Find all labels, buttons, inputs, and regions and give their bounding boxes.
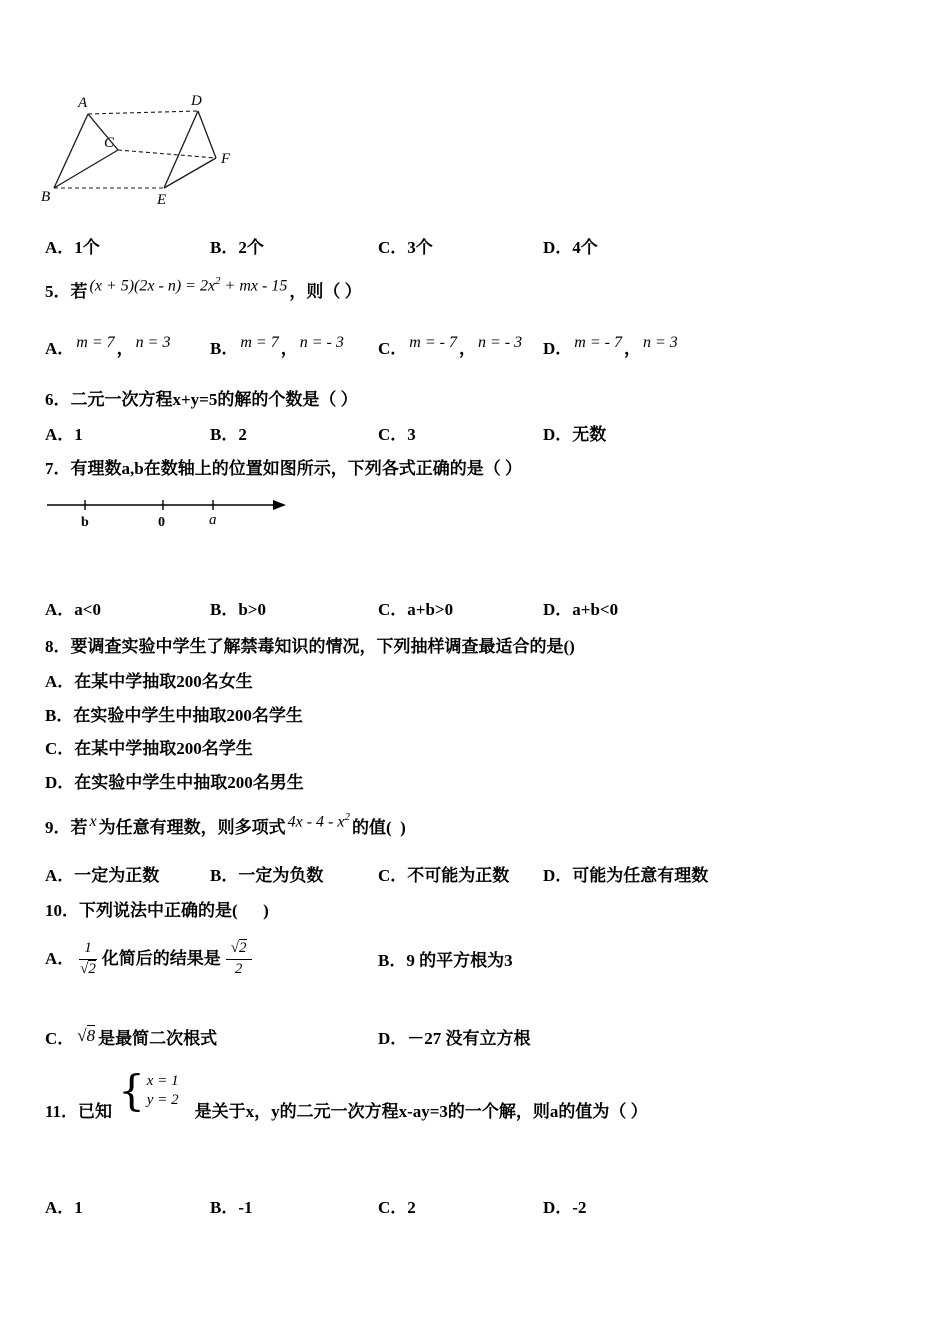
q10-option-a-fraction1 xyxy=(79,940,97,978)
q5-option-c-m: m = - 7 xyxy=(409,334,457,351)
q11-option-a: A．1 xyxy=(45,1198,83,1217)
q5-option-d-label: D． xyxy=(543,339,573,358)
q9-option-c: C．不可能为正数 xyxy=(378,866,510,885)
q5-option-c xyxy=(378,334,524,360)
radicand: 8 xyxy=(86,1026,96,1045)
figure-label-B: B xyxy=(41,189,51,205)
q5-stem xyxy=(45,274,362,303)
q9-formula xyxy=(288,811,350,832)
radicand: 2 xyxy=(88,960,96,977)
q4-option-b: B．2个 xyxy=(210,238,264,257)
q7-option-c: C．a+b>0 xyxy=(378,600,454,619)
q11-system-lines xyxy=(147,1072,179,1110)
q8-stem: 8．要调查实验中学生了解禁毒知识的情况，下列抽样调查最适合的是() xyxy=(45,637,575,656)
numberline-label-b: b xyxy=(81,515,89,530)
q8-option-d: D．在实验中学生中抽取200名男生 xyxy=(45,773,304,792)
q8-option-b: B．在实验中学生中抽取200名学生 xyxy=(45,706,303,725)
q9-mid-text: 为任意有理数，则多项式 xyxy=(98,818,286,837)
q5-formula xyxy=(90,275,288,296)
q9-suffix: 的值( ) xyxy=(351,818,406,837)
q6-option-a: A．1 xyxy=(45,425,83,444)
q7-option-b: B．b>0 xyxy=(210,600,266,619)
q9-formula-exponent: 2 xyxy=(344,810,350,823)
q4-option-a: A．1个 xyxy=(45,238,100,257)
q11-stem xyxy=(45,1066,648,1122)
q11-equation-system xyxy=(118,1066,179,1116)
sqrt-symbol: √ xyxy=(77,1026,87,1045)
fraction-denominator: 2 xyxy=(234,960,243,977)
figure-label-C: C xyxy=(104,135,115,151)
q10-stem: 10．下列说法中正确的是( ) xyxy=(45,901,269,920)
q9-stem xyxy=(45,810,406,839)
q9-option-d: D．可能为任意有理数 xyxy=(543,866,709,885)
figure-label-A: A xyxy=(78,95,88,111)
triangle-edges xyxy=(54,111,216,188)
q9-formula-pre: 4x - 4 - x xyxy=(287,813,345,830)
q5-formula-exponent: 2 xyxy=(215,274,221,287)
q5-option-d-comma: ， xyxy=(623,339,641,358)
q5-option-a-label: A． xyxy=(45,339,75,358)
q8-option-a: A．在某中学抽取200名女生 xyxy=(45,672,253,691)
q5-option-d xyxy=(543,334,680,360)
q5-option-a-comma: ， xyxy=(116,339,134,358)
figure-label-D: D xyxy=(191,93,202,109)
q5-option-b xyxy=(210,334,346,360)
numberline-label-zero: 0 xyxy=(158,515,165,530)
fraction-denominator xyxy=(80,960,96,978)
q8-option-c: C．在某中学抽取200名学生 xyxy=(45,739,253,758)
figure-label-F: F xyxy=(221,151,231,167)
q5-suffix: ，则（ ） xyxy=(289,282,362,301)
fraction-numerator xyxy=(226,940,252,959)
q7-stem: 7．有理数a,b在数轴上的位置如图所示，下列各式正确的是（ ） xyxy=(45,459,522,478)
q5-option-b-label: B． xyxy=(210,339,239,358)
numberline-label-a: a xyxy=(209,512,217,528)
q11-option-c: C．2 xyxy=(378,1198,416,1217)
q6-option-b: B．2 xyxy=(210,425,247,444)
number-line-arrowhead xyxy=(273,500,286,510)
q5-formula-post: + mx - 15 xyxy=(220,277,288,294)
q6-option-d: D．无数 xyxy=(543,425,607,444)
q10-option-a-fraction2 xyxy=(226,940,252,978)
q5-option-c-comma: ， xyxy=(458,339,476,358)
q4-option-d: D．4个 xyxy=(543,238,598,257)
translation-dashed-lines xyxy=(54,111,216,188)
q11-suffix: 是关于x，y的二元一次方程x-ay=3的一个解，则a的值为（ ） xyxy=(194,1101,648,1121)
q5-option-c-n: n = - 3 xyxy=(477,334,523,351)
q10-option-c-label: C． xyxy=(45,1029,75,1048)
q5-option-c-label: C． xyxy=(378,339,408,358)
figure-label-E: E xyxy=(157,192,167,208)
q11-system-line1: x = 1 xyxy=(146,1073,179,1089)
sqrt-symbol: √ xyxy=(80,960,89,977)
q6-option-c: C．3 xyxy=(378,425,416,444)
q5-prefix: 5．若 xyxy=(45,282,88,301)
fraction-numerator: 1 xyxy=(79,940,97,959)
q5-option-d-n: n = 3 xyxy=(642,334,678,351)
q5-option-a-m: m = 7 xyxy=(76,334,115,351)
q5-option-b-m: m = 7 xyxy=(240,334,279,351)
q5-formula-pre: (x + 5)(2x - n) = 2x xyxy=(89,277,216,294)
q11-option-b: B．-1 xyxy=(210,1198,253,1217)
q10-option-b: B．9 的平方根为3 xyxy=(378,951,513,970)
q5-option-d-m: m = - 7 xyxy=(574,334,622,351)
q10-option-c-text: 是最简二次根式 xyxy=(98,1029,218,1048)
q4-option-c: C．3个 xyxy=(378,238,433,257)
q9-prefix: 9．若 xyxy=(45,818,88,837)
sqrt-symbol: √ xyxy=(230,940,240,957)
q7-option-d: D．a+b<0 xyxy=(543,600,619,619)
triangles-figure xyxy=(40,92,250,214)
q11-option-d: D．-2 xyxy=(543,1198,587,1217)
q9-option-a: A．一定为正数 xyxy=(45,866,160,885)
q5-option-b-comma: ， xyxy=(280,339,298,358)
q10-option-a xyxy=(45,930,252,988)
q10-option-c-radical xyxy=(77,1025,95,1046)
radicand: 2 xyxy=(239,940,247,957)
q5-option-a xyxy=(45,334,172,360)
number-line-figure xyxy=(45,492,295,534)
q11-prefix: 11．已知 xyxy=(45,1101,113,1121)
q5-option-a-n: n = 3 xyxy=(135,334,171,351)
q10-option-a-text: 化简后的结果是 xyxy=(101,949,221,969)
q7-option-a: A．a<0 xyxy=(45,600,101,619)
q6-stem: 6．二元一次方程x+y=5的解的个数是（ ） xyxy=(45,390,358,409)
q9-variable: x xyxy=(89,813,97,830)
brace-symbol: { xyxy=(118,1066,145,1116)
q11-system-line2: y = 2 xyxy=(146,1092,179,1108)
q9-option-b: B．一定为负数 xyxy=(210,866,324,885)
q10-option-a-label: A． xyxy=(45,949,75,969)
q10-option-d: D．－27 没有立方根 xyxy=(378,1029,531,1048)
q5-option-b-n: n = - 3 xyxy=(299,334,344,351)
q10-option-c xyxy=(45,1028,217,1049)
